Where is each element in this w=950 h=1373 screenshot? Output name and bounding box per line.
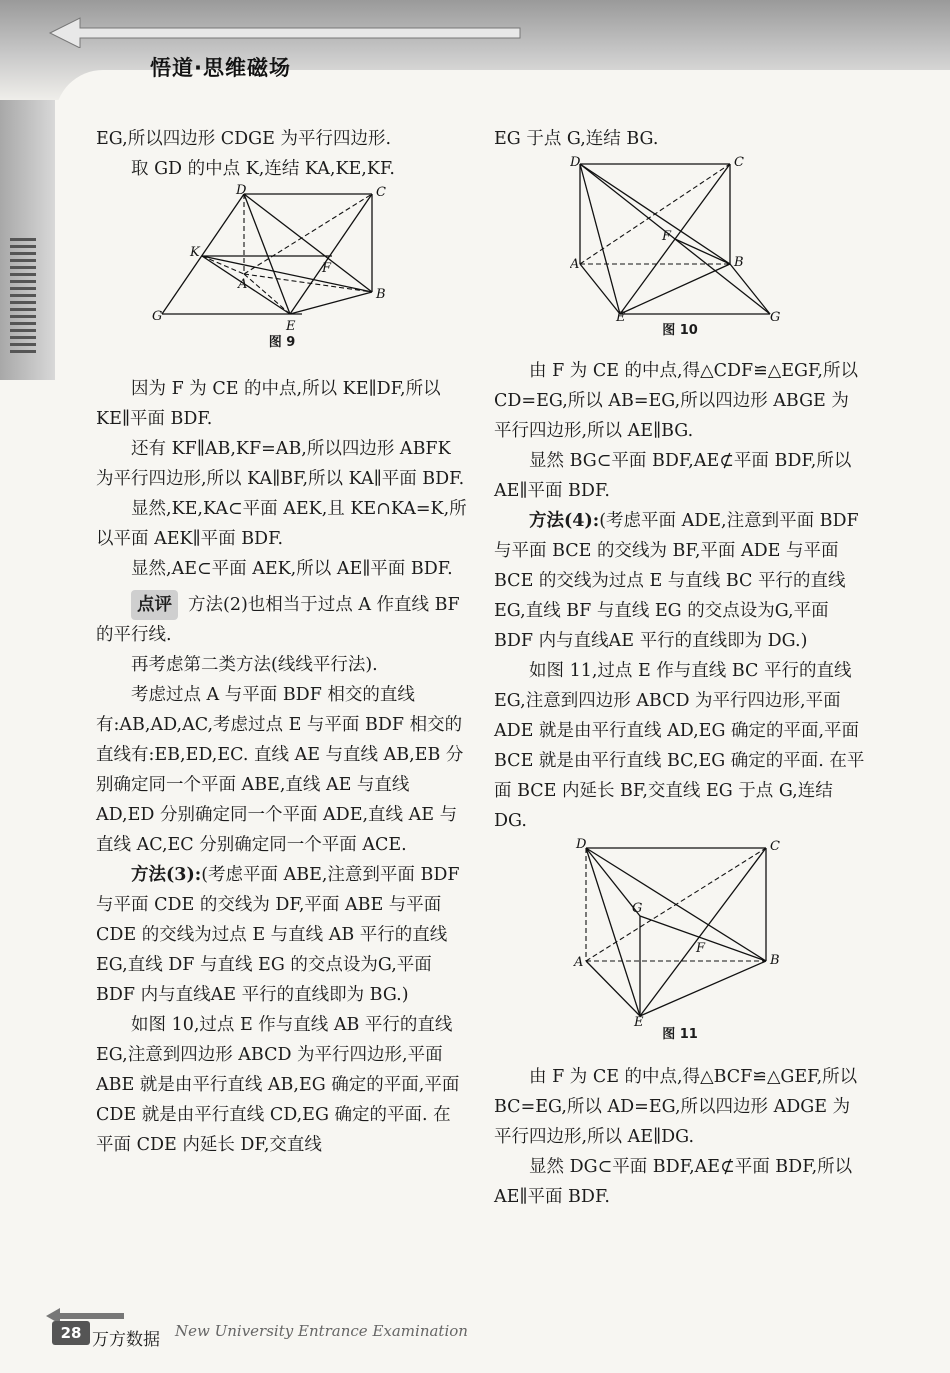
figure-11 bbox=[570, 836, 790, 1026]
footer-journal-name: New University Entrance Examination bbox=[175, 1322, 468, 1340]
fig10-label-B: B bbox=[734, 255, 744, 270]
fig10-label-F: F bbox=[662, 229, 672, 244]
fig11-label-B: B bbox=[770, 953, 780, 968]
fig10-label-A: A bbox=[570, 257, 580, 272]
fig9-caption: 图 9 bbox=[268, 335, 296, 350]
header-title: 悟道·思维磁场 bbox=[150, 56, 291, 80]
fig11-label-C: C bbox=[770, 839, 780, 854]
right-p6: 显然 DG⊂平面 BDF,AE⊄平面 BDF,所以 AE∥平面 BDF. bbox=[494, 1157, 853, 1207]
right-method4 bbox=[494, 506, 866, 656]
fig11-label-E: E bbox=[634, 1015, 644, 1026]
left-column bbox=[96, 124, 468, 1160]
fig11-label-D: D bbox=[576, 837, 587, 852]
left-p7: 再考虑第二类方法(线线平行法). bbox=[131, 655, 378, 675]
fig11-label-A: A bbox=[574, 955, 584, 970]
fig9-label-E: E bbox=[286, 319, 296, 334]
right-p1: EG 于点 G,连结 BG. bbox=[494, 129, 659, 149]
right-p3: 显然 BG⊂平面 BDF,AE⊄平面 BDF,所以 AE∥平面 BDF. bbox=[494, 451, 852, 501]
fig9-label-C: C bbox=[376, 185, 386, 200]
comment-tag: 点评 bbox=[131, 590, 178, 620]
left-method3 bbox=[96, 860, 468, 1010]
fig10-label-E: E bbox=[616, 310, 626, 322]
right-column bbox=[494, 124, 866, 1212]
left-p6: 显然,AE⊂平面 AEK,所以 AE∥平面 BDF. bbox=[131, 559, 453, 579]
fig11-label-G: G bbox=[632, 901, 643, 916]
left-margin-blank bbox=[0, 380, 55, 1373]
comment-text: 方法(2)也相当于过点 A 作直线 BF 的平行线. bbox=[96, 595, 460, 645]
left-p5: 显然,KE,KA⊂平面 AEK,且 KE∩KA=K,所以平面 AEK∥平面 BDF. bbox=[96, 499, 467, 549]
right-p4: 如图 11,过点 E 作与直线 BC 平行的直线 EG,注意到四边形 ABCD 为平行四边形,平面 ADE 就是由平行直线 AD,EG 确定的平面,平面 BCE 就是由平行直线 BC,EG 确定的平面. 在平面 BCE 内延长 BF,交直线 EG 于点 G,连结 DG. bbox=[494, 661, 865, 831]
method3-text: (考虑平面 ABE,注意到平面 BDF 与平面 CDE 的交线为 DF,平面 ABE 与平面 CDE 的交线为过点 E 与直线 AB 平行的直线 EG,直线 DF 与直线 EG 的交点设为G,平面 BDF 内与直线AE 平行的直线即为 BG.) bbox=[96, 865, 460, 1005]
left-p8: 考虑过点 A 与平面 BDF 相交的直线有:AB,AD,AC,考虑过点 E 与平面 BDF 相交的直线有:EB,ED,EC. 直线 AE 与直线 AB,EB 分别确定同一个平面 ABE,直线 AE 与直线 AD,ED 分别确定同一个平面 ADE,直线 AE 与直线 AC,EC 分别确定同一个平面 ACE. bbox=[96, 685, 464, 855]
right-p5: 由 F 为 CE 的中点,得△BCF≌△GEF,所以 BC=EG,所以 AD=EG,所以四边形 ADGE 为平行四边形,所以 AE∥DG. bbox=[494, 1067, 858, 1147]
fig10-label-G: G bbox=[770, 310, 781, 322]
method4-text: (考虑平面 ADE,注意到平面 BDF 与平面 BCE 的交线为 BF,平面 ADE 与平面 BCE 的交线为过点 E 与直线 BC 平行的直线 EG,直线 BF 与直线 EG 的交点设为G,平面 BDF 内与直线AE 平行的直线即为 DG.) bbox=[494, 511, 859, 651]
right-p2: 由 F 为 CE 的中点,得△CDF≌△EGF,所以 CD=EG,所以 AB=EG,所以四边形 ABGE 为平行四边形,所以 AE∥BG. bbox=[494, 361, 858, 441]
fig9-label-G: G bbox=[152, 309, 163, 324]
left-comment bbox=[96, 590, 468, 650]
page-number: 28 bbox=[52, 1321, 90, 1345]
fig11-caption: 图 11 bbox=[662, 1027, 698, 1042]
fig10-label-C: C bbox=[734, 155, 744, 170]
fig11-label-F: F bbox=[696, 941, 706, 956]
method4-label: 方法(4): bbox=[529, 511, 600, 531]
header-arrow-icon bbox=[40, 8, 560, 48]
footer-watermark: 万方数据 bbox=[92, 1330, 160, 1350]
fig9-label-F: F bbox=[322, 261, 332, 276]
fig10-label-D: D bbox=[570, 155, 581, 170]
fig9-label-D: D bbox=[236, 184, 247, 198]
fig10-caption: 图 10 bbox=[662, 323, 698, 338]
figure-9 bbox=[152, 184, 412, 334]
method3-label: 方法(3): bbox=[131, 865, 202, 885]
fig9-label-B: B bbox=[376, 287, 386, 302]
fig9-label-A: A bbox=[238, 277, 248, 292]
figure-10 bbox=[570, 154, 790, 322]
left-p4: 还有 KF∥AB,KF=AB,所以四边形 ABFK 为平行四边形,所以 KA∥BF,所以 KA∥平面 BDF. bbox=[96, 439, 465, 489]
fig9-label-K: K bbox=[190, 245, 200, 260]
left-p1: EG,所以四边形 CDGE 为平行四边形. bbox=[96, 129, 392, 149]
left-p2: 取 GD 的中点 K,连结 KA,KE,KF. bbox=[131, 159, 395, 179]
left-p9: 如图 10,过点 E 作与直线 AB 平行的直线 EG,注意到四边形 ABCD 为平行四边形,平面 ABE 就是由平行直线 AB,EG 确定的平面,平面 CDE 就是由平行直线 CD,EG 确定的平面. 在平面 CDE 内延长 DF,交直线 bbox=[96, 1015, 460, 1155]
left-p3: 因为 F 为 CE 的中点,所以 KE∥DF,所以 KE∥平面 BDF. bbox=[96, 379, 441, 429]
margin-stripes bbox=[10, 238, 36, 356]
